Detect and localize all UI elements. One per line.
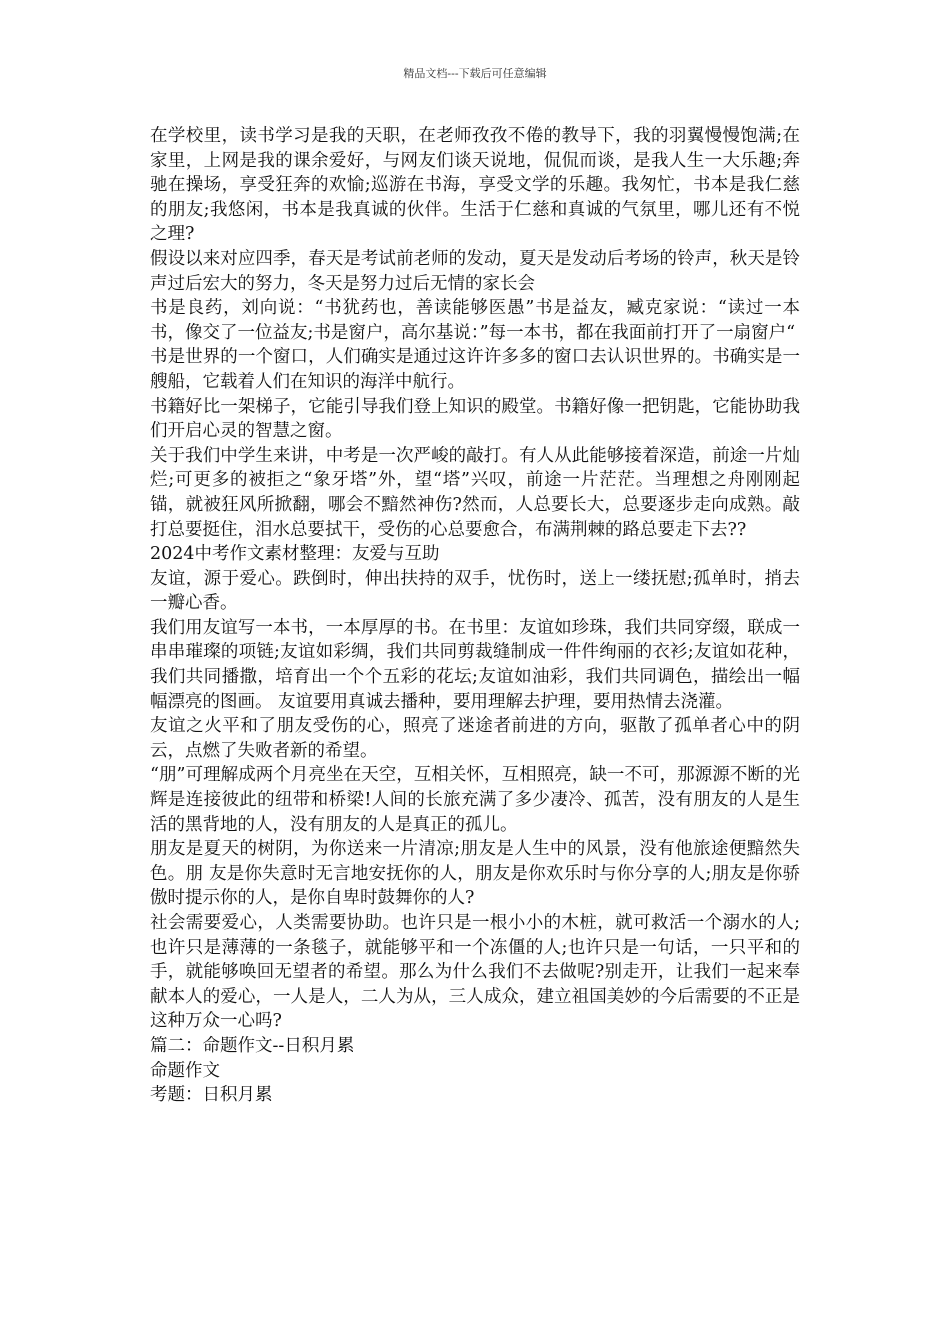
paragraph: 书是世界的一个窗口，人们确实是通过这许许多多的窗口去认识世界的。书确实是一艘船，它载着人们在知识的海洋中航行。 (150, 347, 800, 392)
section-heading: 2024中考作文素材整理：友爱与互助 (150, 544, 440, 565)
paragraph: 朋友是夏天的树阴，为你送来一片清凉;朋友是人生中的风景，没有他旅途便黯然失色。朋 友是你失意时无言地安抚你的人，朋友是你欢乐时与你分享的人;朋友是你骄傲时提示你的人，是你自卑时鼓舞你的人? (150, 839, 800, 909)
document-body (150, 124, 800, 1108)
paragraph: 在学校里，读书学习是我的天职，在老师孜孜不倦的教导下，我的羽翼慢慢饱满;在家里，上网是我的课余爱好，与网友们谈天说地，侃侃而谈，是我人生一大乐趣;奔驰在操场，享受狂奔的欢愉;巡游在书海，享受文学的乐趣。我匆忙，书本是我仁慈的朋友;我悠闲，书本是我真诚的伙伴。生活于仁慈和真诚的气氛里，哪儿还有不悦之理? (150, 126, 800, 245)
page-header: 精品文档---下载后可任意编辑 (403, 67, 547, 80)
paragraph: 社会需要爱心，人类需要协助。也许只是一根小小的木桩，就可救活一个溺水的人;也许只是薄薄的一条毯子，就能够平和一个冻僵的人;也许只是一句话，一只平和的手，就能够唤回无望者的希望。那么为什么我们不去做呢?别走开，让我们一起来奉献本人的爱心，一人是人，二人为从，三人成众，建立祖国美妙的今后需要的不正是这种万众一心吗? (150, 913, 800, 1032)
section-heading: 篇二：命题作文--日积月累 (150, 1035, 355, 1056)
paragraph: 书是良药，刘向说：“书犹药也，善读能够医愚”书是益友，臧克家说：“读过一本书，像交了一位益友;书是窗户，高尔基说：”每一本书，都在我面前打开了一扇窗户“ (150, 298, 800, 343)
paragraph: 关于我们中学生来讲，中考是一次严峻的敲打。有人从此能够接着深造，前途一片灿烂;可更多的被拒之“象牙塔”外，望“塔”兴叹，前途一片茫茫。当理想之舟刚刚起锚，就被狂风所掀翻，哪会不黯然神伤?然而，人总要长大，总要逐步走向成熟。敲打总要挺住，泪水总要拭干，受伤的心总要愈合，布满荆棘的路总要走下去?? (150, 445, 800, 540)
paragraph: 友谊，源于爱心。跌倒时，伸出扶持的双手，忧伤时，送上一缕抚慰;孤单时，捎去一瓣心香。 (150, 568, 800, 614)
paragraph: 友谊之火平和了朋友受伤的心，照亮了迷途者前进的方向，驱散了孤单者心中的阴云，点燃了失败者新的希望。 (150, 716, 800, 761)
section-heading: 命题作文 (150, 1060, 220, 1081)
paragraph: 我们用友谊写一本书，一本厚厚的书。在书里：友谊如珍珠，我们共同穿缀，联成一串串璀璨的项链;友谊如彩绸，我们共同剪裁缝制成一件件绚丽的衣衫;友谊如花种，我们共同播撒，培育出一个个五彩的花坛;友谊如油彩，我们共同调色，描绘出一幅幅漂亮的图画。 友谊要用真诚去播种，要用理解去护理，要用热情去浇灌。 (150, 617, 800, 712)
paragraph: 书籍好比一架梯子，它能引导我们登上知识的殿堂。书籍好像一把钥匙，它能协助我们开启心灵的智慧之窗。 (150, 396, 800, 442)
section-heading: 考题：日积月累 (150, 1085, 273, 1106)
paragraph: “朋”可理解成两个月亮坐在天空，互相关怀，互相照亮，缺一不可，那源源不断的光辉是连接彼此的纽带和桥梁!人间的长旅充满了多少凄冷、孤苦，没有朋友的人是生活的黑背地的人，没有朋友的人是真正的孤儿。 (150, 765, 800, 835)
paragraph: 假设以来对应四季，春天是考试前老师的发动，夏天是发动后考场的铃声，秋天是铃声过后宏大的努力，冬天是努力过后无情的家长会 (150, 248, 800, 294)
